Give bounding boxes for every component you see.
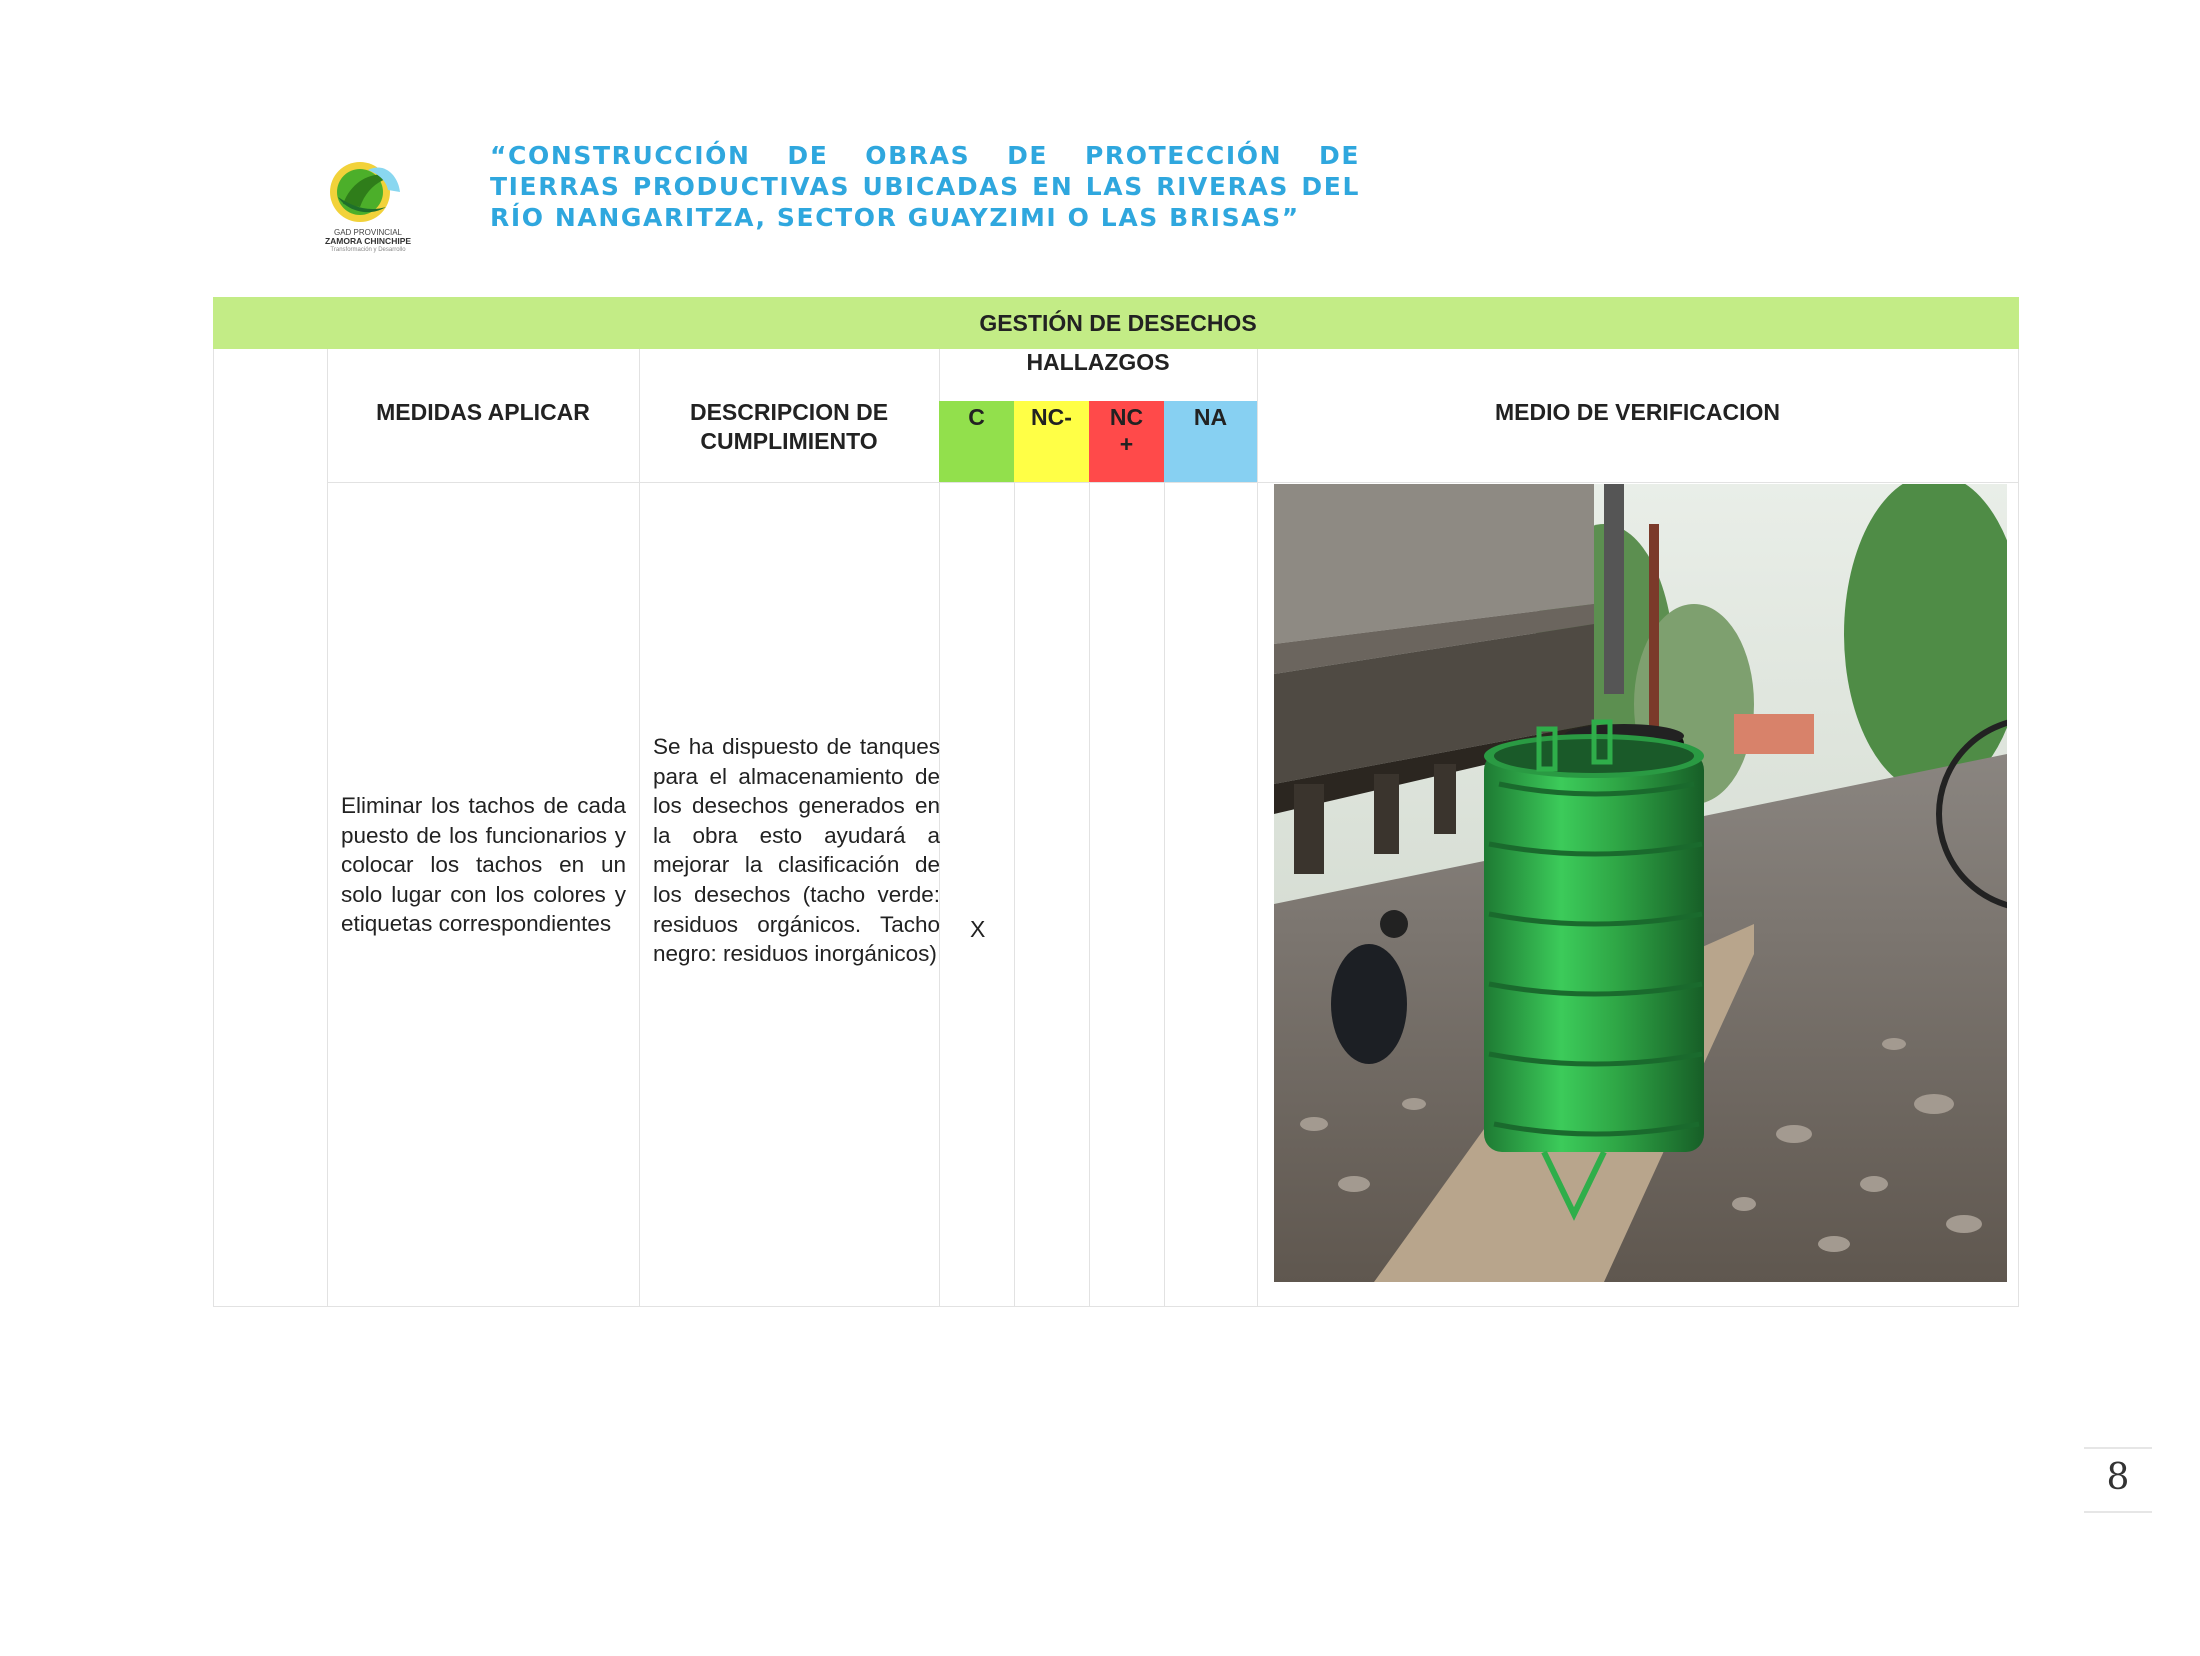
waste-management-table	[213, 297, 2019, 1307]
grid-line	[327, 349, 328, 1307]
logo-line-1: GAD PROVINCIAL	[333, 228, 402, 237]
col-header-medidas: MEDIDAS APLICAR	[376, 399, 590, 425]
hallazgo-nc-plus: NC +	[1089, 401, 1164, 482]
hallazgo-na: NA	[1164, 401, 1257, 482]
logo-line-2: ZAMORA CHINCHIPE	[324, 236, 412, 246]
grid-line	[1014, 482, 1015, 1307]
grid-line	[1164, 482, 1165, 1307]
page-number: 8	[2106, 1457, 2130, 1498]
col-header-medio: MEDIO DE VERIFICACION	[1495, 399, 1780, 425]
page-number-rule-bottom	[2084, 1511, 2152, 1513]
col-header-descripcion: DESCRIPCION DE CUMPLIMIENTO	[689, 399, 889, 454]
project-title: “CONSTRUCCIÓN DE OBRAS DE PROTECCIÓN DE TIERRAS PRODUCTIVAS UBICADAS EN LAS RIVERAS DEL RÍO NANGARITZA, SECTOR GUAYZIMI O LAS BRISAS”	[490, 141, 1360, 232]
hallazgo-c: C	[939, 401, 1014, 482]
section-title-bar	[213, 297, 2019, 349]
descripcion-cell: Se ha dispuesto de tanques para el almacenamiento de los desechos generados en la obra esto ayudará a mejorar la clasificación de los desechos (tacho verde: residuos orgánicos. Tacho negro: residuos inorgánicos)	[653, 734, 940, 967]
section-title: GESTIÓN DE DESECHOS	[979, 309, 1257, 336]
verification-photo	[1274, 484, 2007, 1282]
grid-line	[2018, 349, 2019, 1307]
grid-line	[327, 482, 2019, 483]
grid-line	[213, 349, 214, 1307]
page-number-box	[2084, 1447, 2152, 1513]
grid-line	[1089, 482, 1090, 1307]
grid-line	[639, 349, 640, 1307]
grid-line	[213, 1306, 2019, 1307]
hallazgo-nc-minus: NC-	[1014, 401, 1089, 482]
grid-line	[1257, 349, 1258, 1307]
compliance-mark-c: X	[970, 916, 986, 942]
medida-cell: Eliminar los tachos de cada puesto de los funcionarios y colocar los tachos en un solo lugar con los colores y etiquetas correspondientes	[341, 793, 626, 937]
logo-line-3: Transformación y Desarrollo	[330, 247, 406, 253]
page-number-rule-top	[2084, 1447, 2152, 1449]
logo-caption	[312, 228, 424, 255]
col-header-hallazgos: HALLAZGOS	[1026, 349, 1170, 375]
